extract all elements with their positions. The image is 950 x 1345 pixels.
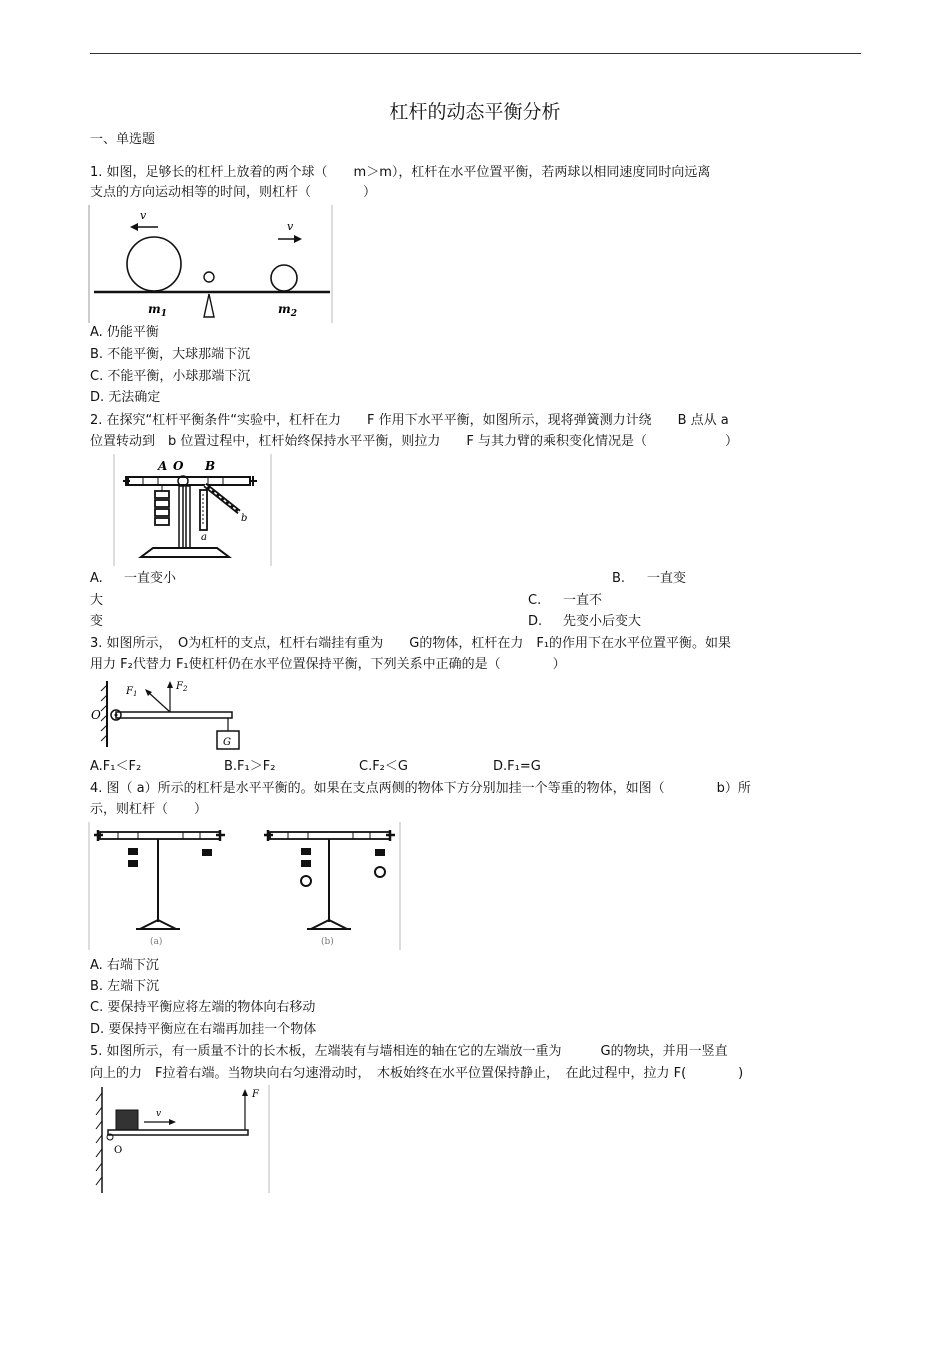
q2-fig-pos-b: b — [241, 513, 248, 524]
svg-text:m2 — [278, 302, 297, 319]
q3-option-b: B.F₁＞F₂ — [224, 759, 276, 774]
q3-fig-f2: F — [176, 681, 183, 692]
page-title: 杠杆的动态平衡分析 — [389, 101, 561, 123]
q3-option-d: D.F₁=G — [493, 759, 541, 774]
q1-option-c: C. 不能平衡，小球那端下沉 — [90, 369, 251, 384]
q1-fig-v-left: v — [140, 209, 147, 222]
q5-figure — [88, 1085, 272, 1195]
q2-fig-o: O — [173, 459, 184, 473]
svg-text:F1 — [125, 686, 137, 698]
q4-option-a: A. 右端下沉 — [90, 958, 159, 973]
q3-stem-line2: 用力 F₂代替力 F₁使杠杆仍在水平位置保持平衡，下列关系中正确的是（ ） — [90, 657, 566, 672]
q3-fig-f2-sub: 2 — [182, 685, 188, 693]
q3-stem-line1: 3. 如图所示， O为杠杆的支点，杠杆右端挂有重为 G的物体，杠杆在力 F₁的作用下在水平位置平衡。如果 — [90, 636, 732, 651]
q2-option-c-text: 一直不 — [563, 593, 603, 608]
q1-figure — [88, 205, 334, 325]
q1-fig-m2: m — [278, 302, 291, 316]
q2-option-a-text: 一直变小 — [124, 571, 177, 586]
q5-fig-v: v — [156, 1109, 162, 1119]
q5-stem-line1: 5. 如图所示，有一质量不计的长木板，左端装有与墙相连的轴在它的左端放一重为 G的物块，并用一竖直 — [90, 1044, 728, 1059]
q3-fig-f1: F — [126, 686, 133, 697]
q4-option-b: B. 左端下沉 — [90, 979, 160, 994]
svg-text:m1 — [148, 302, 167, 319]
q2-option-c-label: C. — [528, 593, 542, 608]
q2-fig-a: A — [158, 459, 168, 473]
q2-stem-line1: 2. 在探究“杠杆平衡条件“实验中，杠杆在力 F 作用下水平平衡，如图所示，现将弹簧测力计绕 B 点从 a — [90, 413, 729, 428]
q5-stem-line2: 向上的力 F拉着右端。当物块向右匀速滑动时， 木板始终在水平位置保持静止， 在此过程中，拉力 F( ) — [90, 1066, 744, 1081]
section-heading: 一、单选题 — [90, 132, 156, 147]
q5-fig-f: F — [252, 1089, 259, 1100]
q1-fig-m2-sub: 2 — [290, 309, 297, 319]
q2-figure — [113, 454, 273, 568]
q4-stem-line1: 4. 图（ a）所示的杠杆是水平平衡的。如果在支点两侧的物体下方分别加挂一个等重的物体，如图（ b）所 — [90, 781, 751, 796]
q4-fig-cap-a: (a) — [150, 937, 163, 947]
svg-text:F2 — [175, 681, 188, 693]
q4-option-d: D. 要保持平衡应在右端再加挂一个物体 — [90, 1022, 317, 1037]
q2-option-b-text2: 大 — [90, 593, 104, 608]
q2-option-c-text2: 变 — [90, 614, 104, 629]
header-rule — [90, 53, 861, 54]
q3-fig-o: O — [91, 708, 101, 722]
q4-stem-line2: 示，则杠杆（ ） — [90, 802, 208, 817]
q1-fig-m1-sub: 1 — [160, 309, 167, 319]
q3-option-c: C.F₂＜G — [359, 759, 408, 774]
q2-option-d-text: 先变小后变大 — [563, 614, 642, 629]
q2-fig-b: B — [205, 459, 216, 473]
q1-fig-v-right: v — [287, 220, 294, 233]
q2-fig-pos-a: a — [201, 532, 207, 543]
q1-fig-m1: m — [148, 302, 161, 316]
q1-option-a: A. 仍能平衡 — [90, 325, 159, 340]
q1-stem-line2: 支点的方向运动相等的时间，则杠杆（ ） — [90, 185, 377, 200]
q4-option-c: C. 要保持平衡应将左端的物体向右移动 — [90, 1000, 316, 1015]
q3-fig-g: G — [223, 737, 231, 748]
q2-option-a-label: A. — [90, 571, 103, 586]
q4-fig-cap-b: (b) — [321, 937, 334, 947]
q5-fig-o: O — [114, 1145, 123, 1156]
q2-stem-line2: 位置转动到 b 位置过程中，杠杆始终保持水平平衡，则拉力 F 与其力臂的乘积变化情况是（ ） — [90, 434, 738, 449]
q3-fig-f1-sub: 1 — [132, 690, 138, 698]
q1-stem-line1: 1. 如图，足够长的杠杆上放着的两个球（ m＞m），杠杆在水平位置平衡，若两球以相同速度同时向远离 — [90, 165, 711, 180]
q2-option-d-label: D. — [528, 614, 543, 629]
q2-option-b-label: B. — [612, 571, 626, 586]
q1-option-d: D. 无法确定 — [90, 390, 161, 405]
q1-option-b: B. 不能平衡，大球那端下沉 — [90, 347, 251, 362]
q2-option-b-text: 一直变 — [647, 571, 687, 586]
q3-figure — [88, 675, 248, 755]
q4-figure — [88, 822, 402, 952]
q3-option-a: A.F₁＜F₂ — [90, 759, 142, 774]
